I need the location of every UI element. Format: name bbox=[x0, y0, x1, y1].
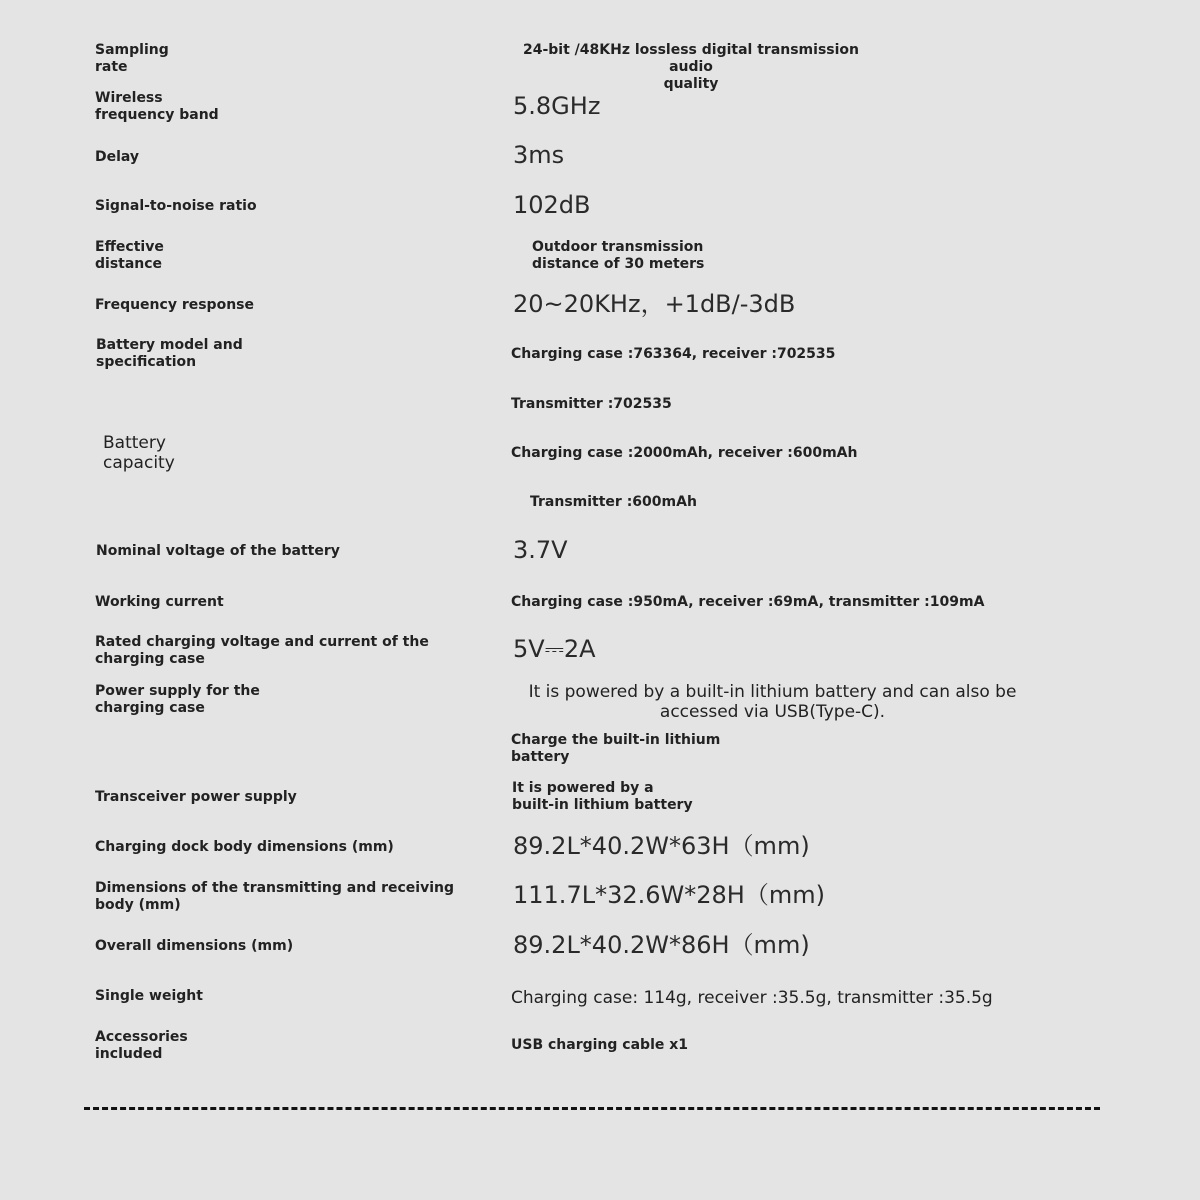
spec-label-accessories: Accessories included bbox=[95, 1029, 188, 1062]
dashed-divider bbox=[84, 1107, 1100, 1110]
spec-label-wireless-band: Wireless frequency band bbox=[95, 90, 219, 123]
spec-value-wireless-band: 5.8GHz bbox=[513, 92, 601, 120]
spec-value-rated-charging: 5V⎓2A bbox=[513, 635, 596, 663]
spec-value-transceiver-power: It is powered by a built-in lithium battery bbox=[512, 780, 693, 813]
spec-value-body-dimensions: 111.7L*32.6W*28H（mm) bbox=[513, 881, 825, 909]
spec-value-delay: 3ms bbox=[513, 141, 565, 169]
spec-label-transceiver-power: Transceiver power supply bbox=[95, 789, 297, 805]
spec-label-dock-dimensions: Charging dock body dimensions (mm) bbox=[95, 839, 394, 855]
spec-value-battery-capacity: Charging case :2000mAh, receiver :600mAh bbox=[511, 445, 858, 461]
spec-label-sampling-rate: Sampling rate bbox=[95, 42, 169, 75]
spec-label-nominal-voltage: Nominal voltage of the battery bbox=[96, 543, 340, 559]
spec-value-single-weight: Charging case: 114g, receiver :35.5g, transmitter :35.5g bbox=[511, 988, 993, 1008]
spec-label-effective-distance: Effective distance bbox=[95, 239, 164, 272]
spec-label-case-power-supply: Power supply for the charging case bbox=[95, 683, 260, 716]
spec-label-delay: Delay bbox=[95, 149, 140, 165]
spec-label-working-current: Working current bbox=[95, 594, 224, 610]
spec-value-transmitter-model: Transmitter :702535 bbox=[511, 396, 672, 412]
spec-label-rated-charging: Rated charging voltage and current of the charging case bbox=[95, 634, 429, 667]
spec-label-body-dimensions: Dimensions of the transmitting and receiving body (mm) bbox=[95, 880, 454, 913]
spec-label-battery-model: Battery model and specification bbox=[96, 337, 243, 370]
spec-value-dock-dimensions: 89.2L*40.2W*63H（mm) bbox=[513, 832, 810, 860]
spec-value-nominal-voltage: 3.7V bbox=[513, 536, 568, 564]
spec-label-frequency-response: Frequency response bbox=[95, 297, 254, 313]
spec-value-battery-model: Charging case :763364, receiver :702535 bbox=[511, 346, 836, 362]
spec-label-overall-dimensions: Overall dimensions (mm) bbox=[95, 938, 294, 954]
spec-label-snr: Signal-to-noise ratio bbox=[95, 198, 257, 214]
spec-value-transmitter-capacity: Transmitter :600mAh bbox=[530, 494, 697, 510]
spec-value-frequency-response: 20~20KHz，+1dB/-3dB bbox=[513, 290, 796, 318]
spec-label-battery-capacity: Battery capacity bbox=[103, 433, 175, 473]
spec-value-accessories: USB charging cable x1 bbox=[511, 1037, 689, 1053]
spec-value-snr: 102dB bbox=[513, 191, 591, 219]
spec-value-charge-battery: Charge the built-in lithium battery bbox=[511, 732, 721, 765]
spec-value-case-power-supply: It is powered by a built-in lithium battery and can also be accessed via USB(Type-C). bbox=[528, 682, 1017, 722]
spec-value-working-current: Charging case :950mA, receiver :69mA, transmitter :109mA bbox=[511, 594, 985, 610]
spec-label-single-weight: Single weight bbox=[95, 988, 203, 1004]
spec-value-effective-distance: Outdoor transmission distance of 30 meters bbox=[532, 239, 705, 272]
spec-value-overall-dimensions: 89.2L*40.2W*86H（mm) bbox=[513, 931, 810, 959]
spec-value-sampling-rate: 24-bit /48KHz lossless digital transmission audio quality bbox=[522, 42, 859, 92]
